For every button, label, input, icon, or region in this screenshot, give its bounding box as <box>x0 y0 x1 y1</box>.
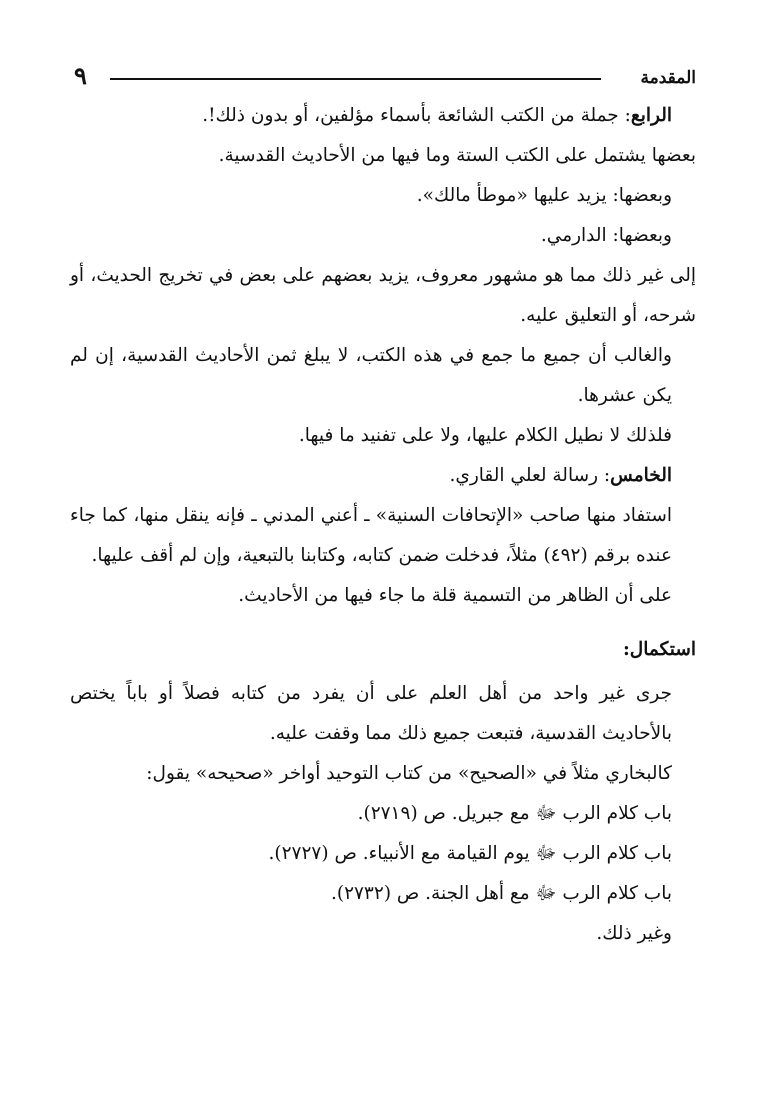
page-body <box>70 96 696 954</box>
paragraph: وغير ذلك. <box>596 923 672 944</box>
running-title: المقدمة <box>640 68 696 88</box>
paragraph: باب كلام الرب ﷻ يوم القيامة مع الأنبياء. ص (٢٧٢٧). <box>268 843 672 864</box>
paragraph: باب كلام الرب ﷻ مع أهل الجنة. ص (٢٧٣٢). <box>330 883 672 904</box>
paragraph <box>70 96 696 136</box>
page-number: ٩ <box>74 61 87 90</box>
header-rule <box>110 78 601 80</box>
page-header <box>70 60 696 96</box>
paragraph: على أن الظاهر من التسمية قلة ما جاء فيها من الأحاديث. <box>238 585 672 606</box>
paragraph: فلذلك لا نطيل الكلام عليها، ولا على تفنيد ما فيها. <box>298 425 672 446</box>
paragraph: بعضها يشتمل على الكتب الستة وما فيها من الأحاديث القدسية. <box>218 145 696 166</box>
paragraph: وبعضها: الدارمي. <box>540 225 672 246</box>
paragraph: إلى غير ذلك مما هو مشهور معروف، يزيد بعضهم على بعض في تخريج الحديث، أو شرحه، أو التعليق عليه. <box>70 265 696 326</box>
paragraph: باب كلام الرب ﷻ مع جبريل. ص (٢٧١٩). <box>357 803 672 824</box>
paragraph: كالبخاري مثلاً في «الصحيح» من كتاب التوحيد أواخر «صحيحه» يقول: <box>146 763 672 784</box>
paragraph-text: : رسالة لعلي القاري. <box>449 465 611 486</box>
section-heading: استكمال: <box>622 639 696 660</box>
paragraph: وبعضها: يزيد عليها «موطأ مالك». <box>416 185 672 206</box>
paragraph: جرى غير واحد من أهل العلم على أن يفرد من كتابه فصلاً أو باباً يختص بالأحاديث القدسية، فتبعت جميع ذلك مما وقفت عليه. <box>70 683 672 744</box>
keyword-fifth: الخامس <box>610 465 672 486</box>
paragraph-text: : جملة من الكتب الشائعة بأسماء مؤلفين، أو بدون ذلك!. <box>202 105 631 126</box>
paragraph: استفاد منها صاحب «الإتحافات السنية» ـ أعني المدني ـ فإنه ينقل منها، كما جاء عنده برقم (٤٩٢) مثلاً، فدخلت ضمن كتابه، وكتابنا بالتبعية، وإن لم أقف عليها. <box>70 505 673 566</box>
keyword-fourth: الرابع <box>630 105 672 126</box>
paragraph: والغالب أن جميع ما جمع في هذه الكتب، لا يبلغ ثمن الأحاديث القدسية، إن لم يكن عشرها. <box>70 345 672 406</box>
paragraph <box>70 456 696 496</box>
